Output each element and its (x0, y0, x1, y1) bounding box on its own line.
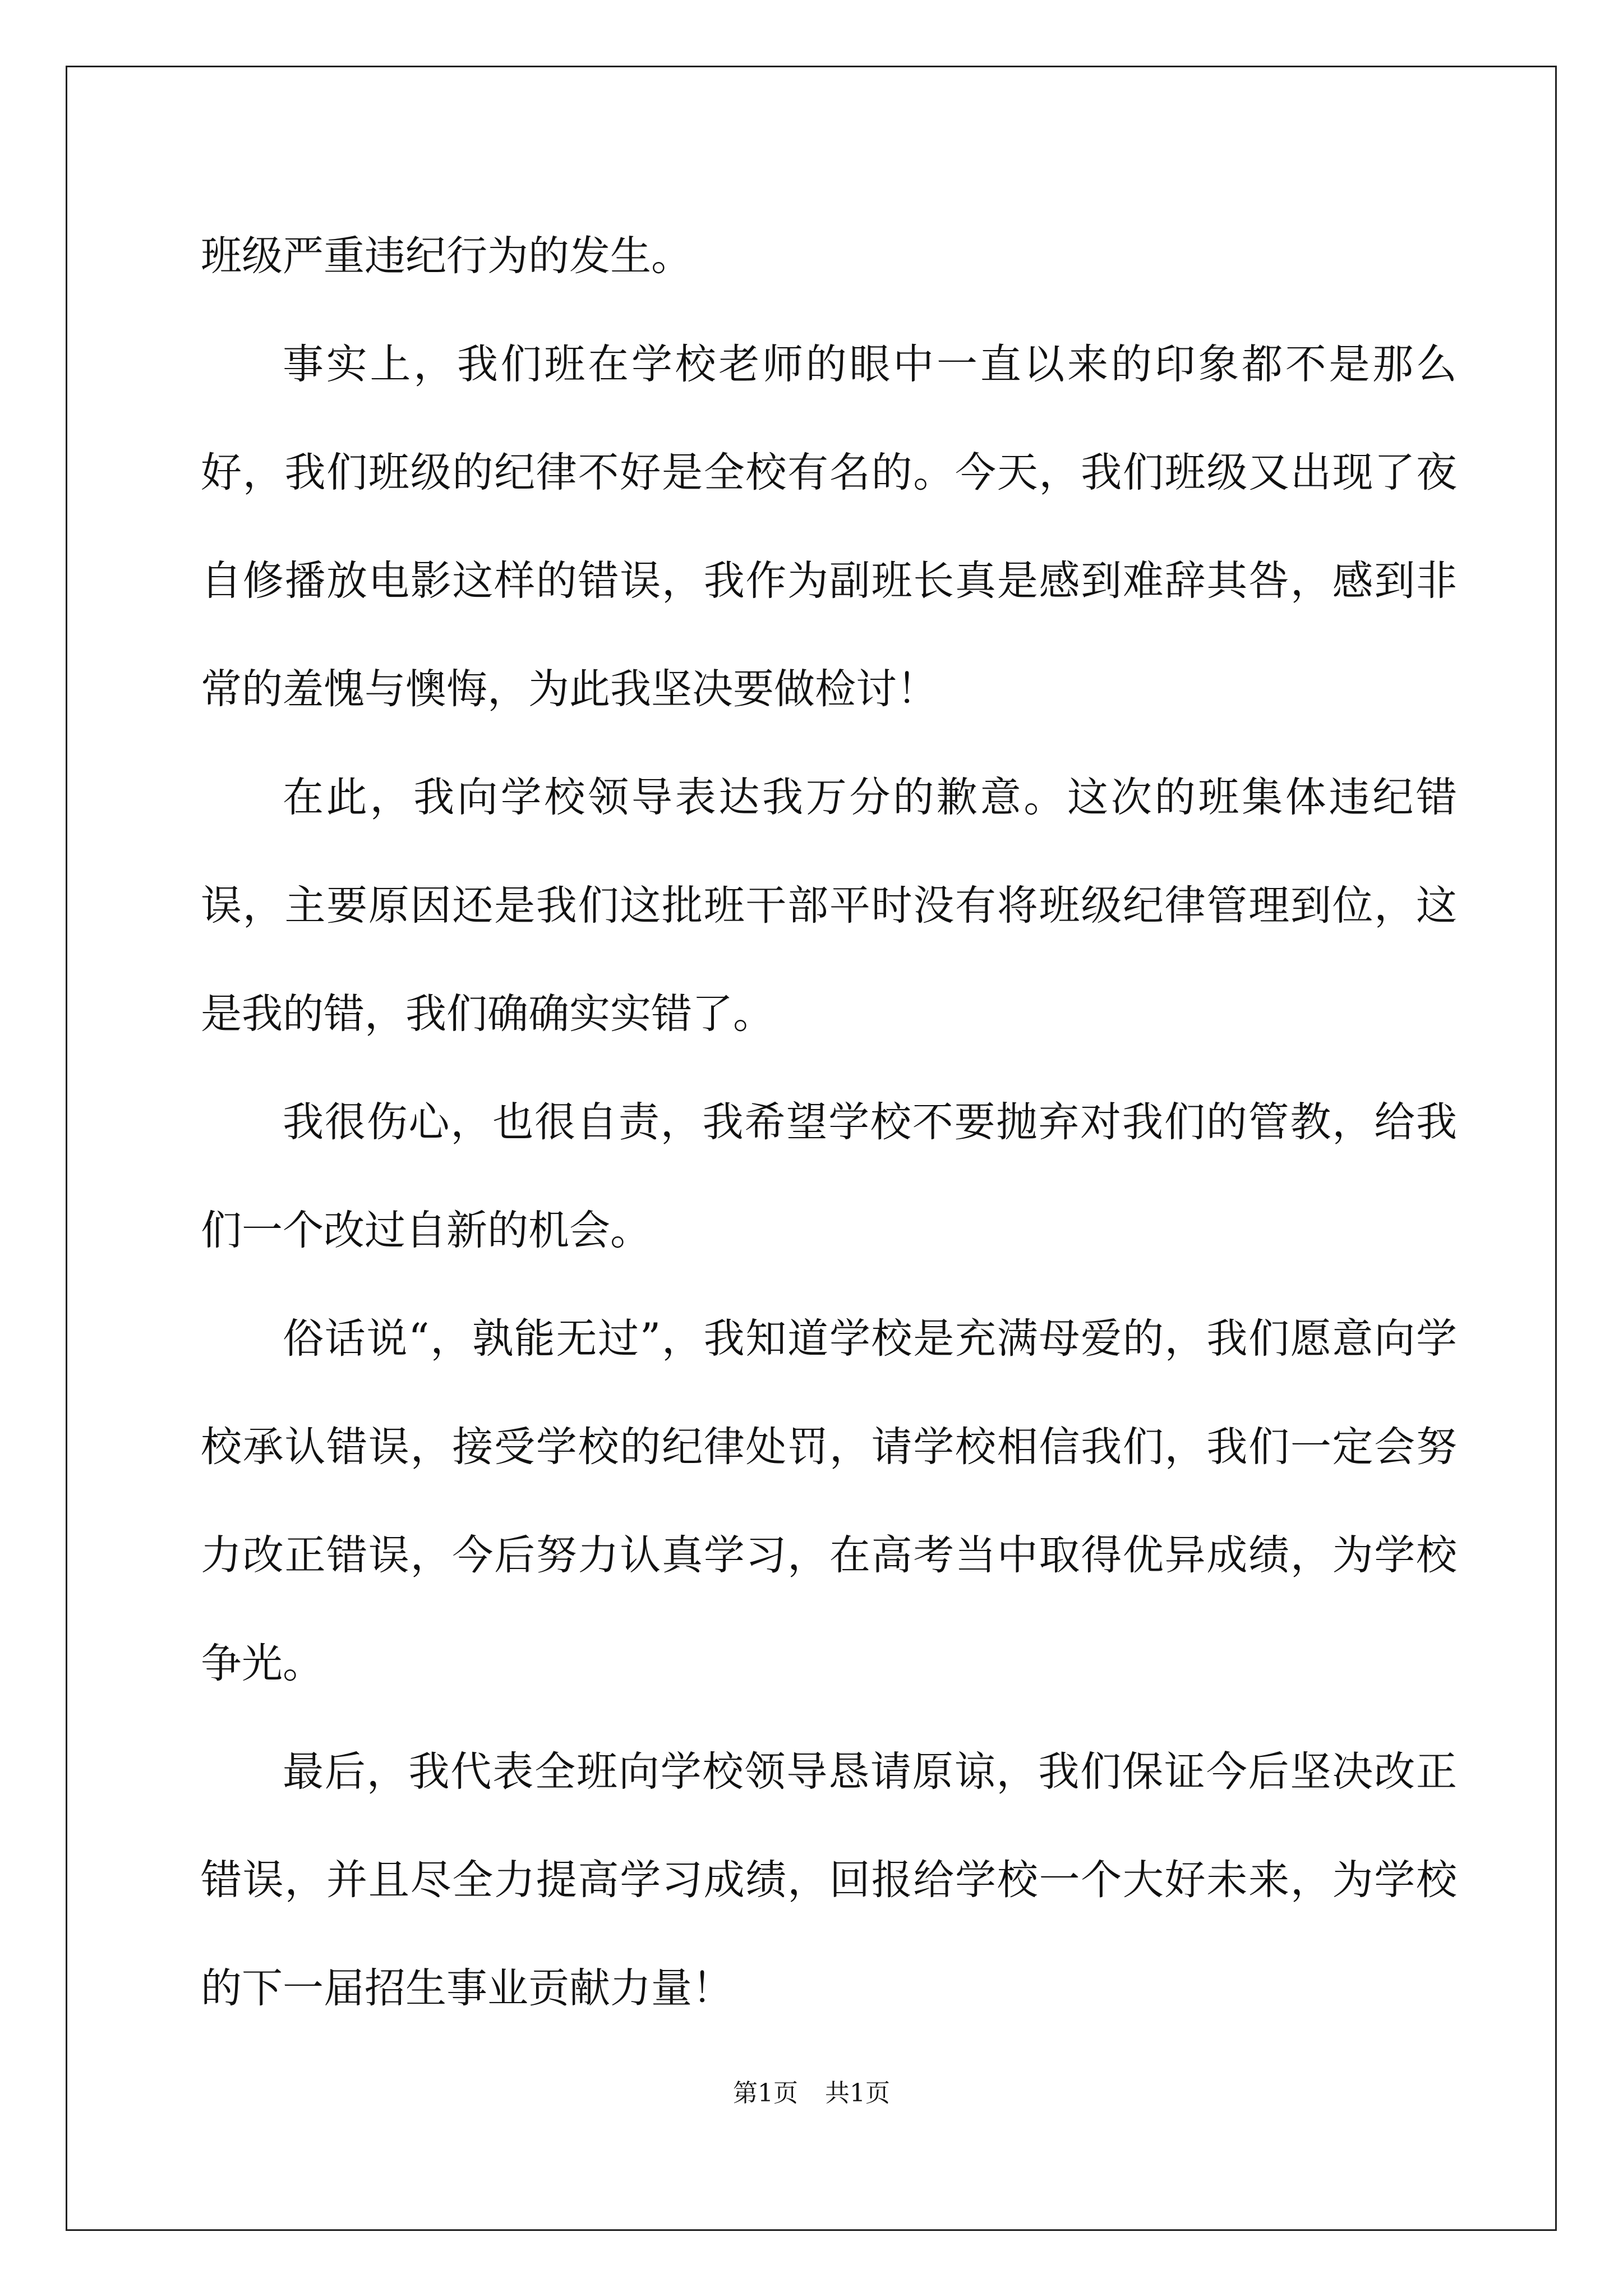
page-total: 共1页 (825, 2079, 890, 2108)
paragraph: 俗话说“，孰能无过”，我知道学校是充满母爱的，我们愿意向学校承认错误，接受学校的纪律处罚，请学校相信我们，我们一定会努力改正错误，今后努力认真学习，在高考当中取得优异成绩，为学校争光。 (201, 1315, 1457, 1687)
page-number: 第1页 (733, 2079, 798, 2108)
document-body (201, 202, 1457, 2042)
paragraph: 班级严重违纪行为的发生。 (201, 232, 692, 280)
paragraph: 我很伤心，也很自责，我希望学校不要抛弃对我们的管教，给我们一个改过自新的机会。 (201, 1098, 1457, 1254)
page-footer (0, 2073, 1623, 2109)
paragraph: 事实上，我们班在学校老师的眼中一直以来的印象都不是那么好，我们班级的纪律不好是全校有名的。今天，我们班级又出现了夜自修播放电影这样的错误，我作为副班长真是感到难辞其咎，感到非常的羞愧与懊悔，为此我坚决要做检讨！ (201, 341, 1457, 713)
paragraph: 在此，我向学校领导表达我万分的歉意。这次的班集体违纪错误，主要原因还是我们这批班干部平时没有将班级纪律管理到位，这是我的错，我们确确实实错了。 (201, 774, 1457, 1038)
paragraph: 最后，我代表全班向学校领导恳请原谅，我们保证今后坚决改正错误，并且尽全力提高学习成绩，回报给学校一个大好未来，为学校的下一届招生事业贡献力量！ (201, 1748, 1457, 2012)
